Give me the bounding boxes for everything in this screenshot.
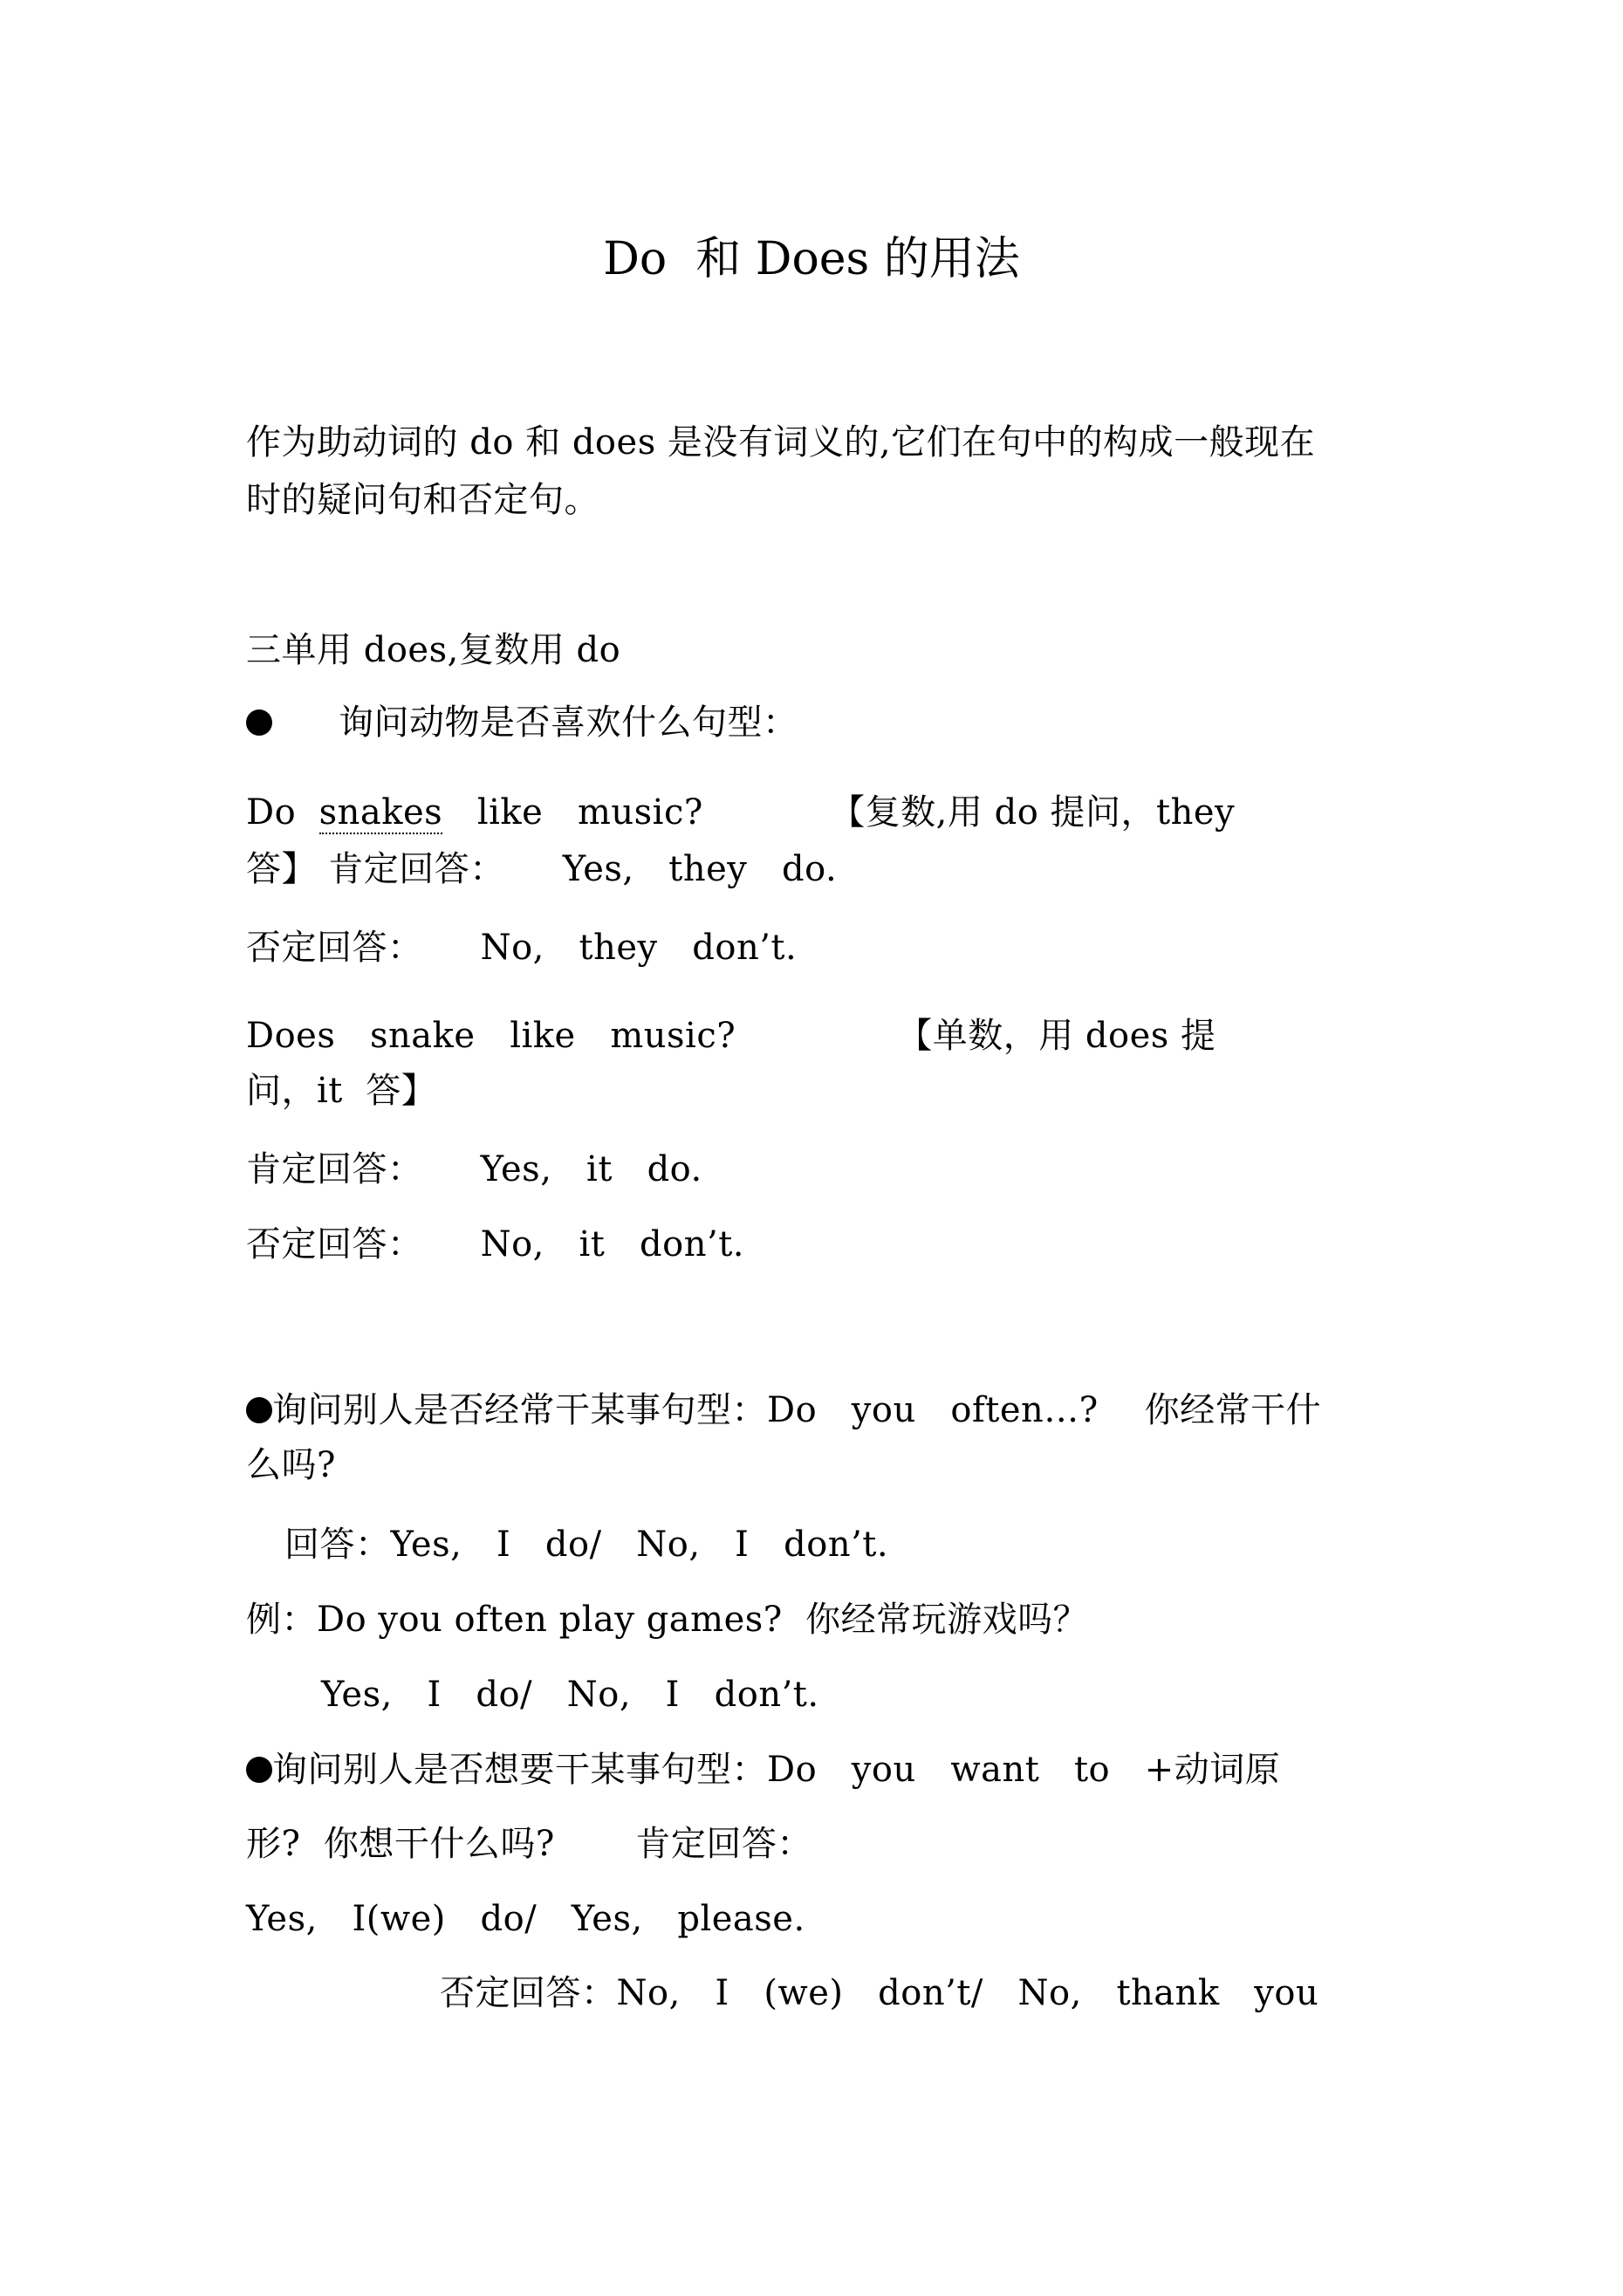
section2-line2: 么吗? <box>246 1445 336 1485</box>
section2-line1: 询问别人是否经常干某事句型：Do you often…? 你经常干什 <box>272 1390 1322 1430</box>
section3-heading-row <box>246 1745 1280 1794</box>
section3-line2: 形? 你想干什么吗? 肯定回答： <box>246 1824 812 1864</box>
section1-heading-row <box>246 698 798 747</box>
example2-positive: 肯定回答： Yes, it do. <box>246 1149 702 1189</box>
section2-example: 例：Do you often play games? 你经常玩游戏吗？ <box>246 1600 1089 1640</box>
section2-heading-row <box>246 1386 1321 1435</box>
section1-heading: 询问动物是否喜欢什么句型： <box>339 703 798 743</box>
example1-q-word: snakes <box>318 792 443 833</box>
example2-question: Does snake like music? 【单数，用 does 提 <box>246 1016 1216 1056</box>
intro-line-2: 时的疑问句和否定句。 <box>246 480 599 520</box>
example1-question <box>246 788 1235 837</box>
rule-text: 三单用 does,复数用 do <box>246 630 621 670</box>
section2-example-answer: Yes, I do/ No, I don’t. <box>321 1675 819 1715</box>
example1-q-rest: like music? 【复数,用 do 提问，they <box>442 792 1236 833</box>
bullet-icon <box>246 709 272 736</box>
example2-negative: 否定回答： No, it don’t. <box>246 1224 744 1265</box>
section2-answer: 回答：Yes, I do/ No, I don’t. <box>284 1525 889 1565</box>
section3-negative: 否定回答：No, I (we) don’t/ No, thank you <box>440 1973 1319 2013</box>
example1-q-prefix: Do <box>246 792 319 833</box>
example1-positive: 答】 肯定回答： Yes, they do. <box>246 849 838 889</box>
section3-line1: 询问别人是否想要干某事句型：Do you want to +动词原 <box>272 1750 1281 1790</box>
bullet-icon <box>246 1757 272 1783</box>
page-title: Do 和 Does 的用法 <box>603 233 1020 285</box>
intro-line-1: 作为助动词的 do 和 does 是没有词义的,它们在句中的构成一般现在 <box>246 422 1316 463</box>
example2-question-cont: 问，it 答】 <box>246 1071 437 1111</box>
example1-negative: 否定回答： No, they don’t. <box>246 928 798 968</box>
section3-positive: Yes, I(we) do/ Yes, please. <box>246 1899 805 1939</box>
bullet-icon <box>246 1397 272 1423</box>
